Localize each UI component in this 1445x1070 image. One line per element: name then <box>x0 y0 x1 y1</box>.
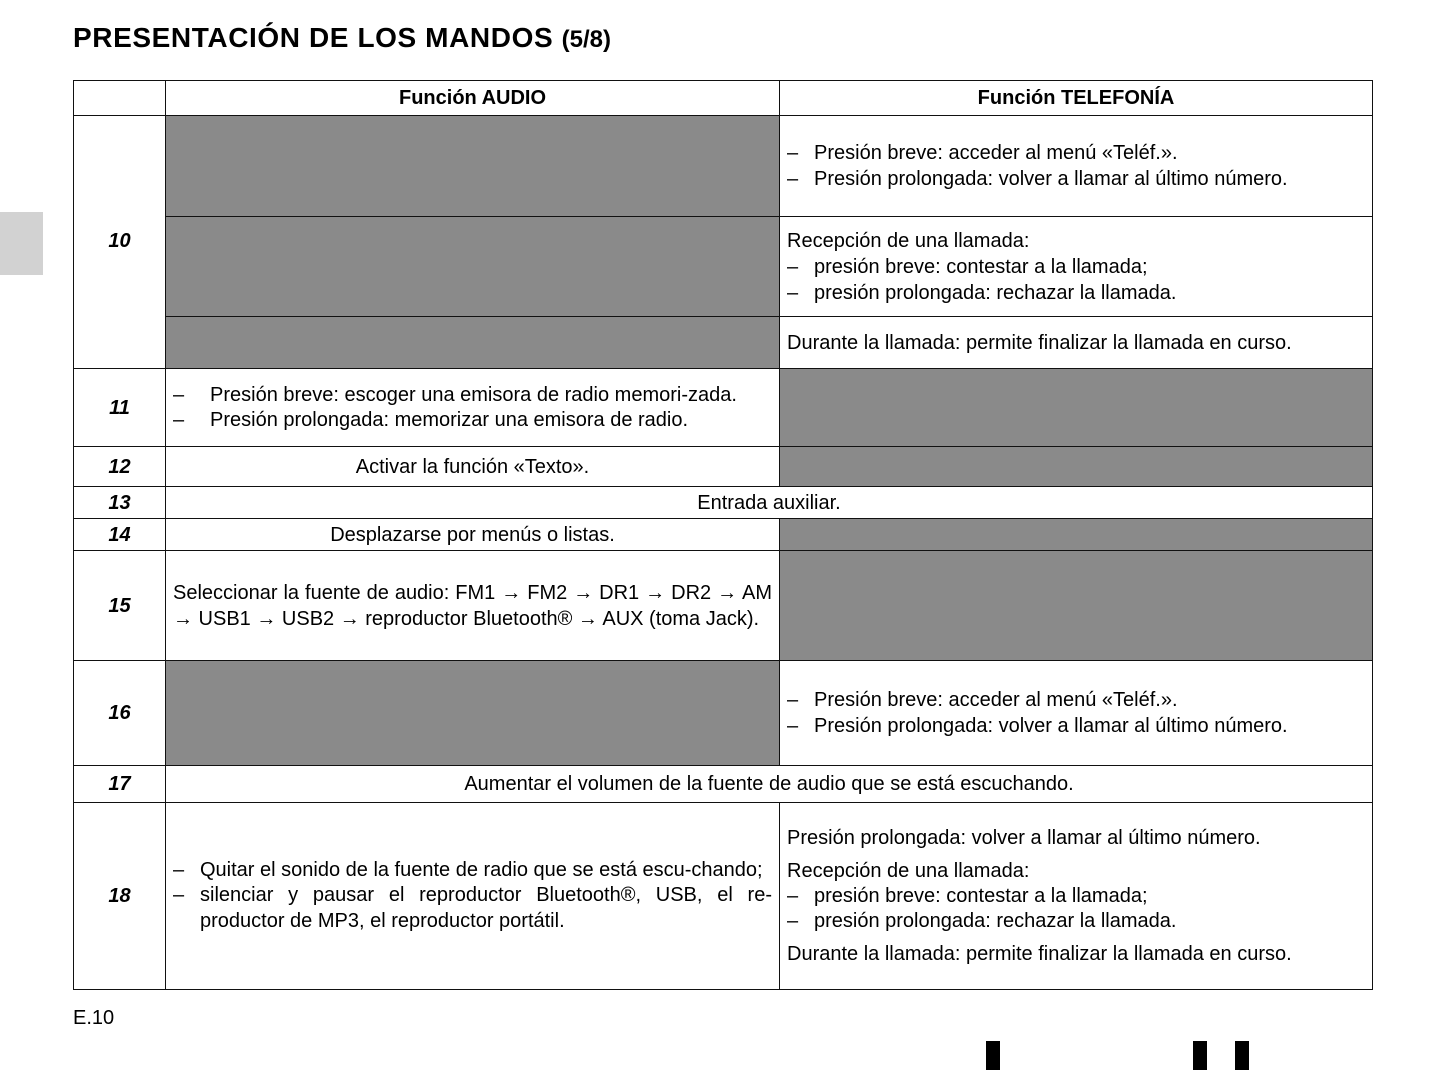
audio-cell-18 <box>165 802 780 990</box>
row-number-label: 13 <box>108 491 131 514</box>
audio-cell-16-unavailable <box>165 660 780 766</box>
row-number-label: 14 <box>108 523 131 546</box>
list-item: – presión breve: contestar a la llamada; <box>787 884 1148 907</box>
list-item: – Presión breve: escoger una emisora de radio memori-zada. <box>173 383 737 406</box>
list-item: – Presión breve: acceder al menú «Teléf.». <box>787 689 1178 711</box>
row-number-12 <box>73 446 166 487</box>
redial-text: Presión prolongada: volver a llamar al último número. <box>787 826 1261 849</box>
telephony-cell-15-unavailable <box>779 550 1373 661</box>
header-audio: Función AUDIO <box>165 80 780 116</box>
telephony-cell-16 <box>779 660 1373 766</box>
audio-cell-10c-unavailable <box>165 316 780 369</box>
row-number-label: 16 <box>108 702 131 724</box>
list-item: – Presión prolongada: volver a llamar al último número. <box>787 715 1288 737</box>
controls-table <box>73 80 1373 990</box>
merged-cell-17: Aumentar el volumen de la fuente de audio que se está escuchando. <box>165 765 1373 803</box>
audio-source-sequence: Seleccionar la fuente de audio: FM1 → FM2 → DR1 → DR2 → AM → USB1 → USB2 → reproductor Bluetooth® → AUX (toma Jack). <box>173 581 772 630</box>
telephony-cell-10a <box>779 115 1373 217</box>
crop-mark <box>1193 1041 1207 1070</box>
telephony-cell-14-unavailable <box>779 518 1373 551</box>
during-call-text: Durante la llamada: permite finalizar la llamada en curso. <box>787 942 1292 965</box>
row-number-16 <box>73 660 166 766</box>
audio-cell-14: Desplazarse por menús o listas. <box>165 518 780 551</box>
header-number <box>73 80 166 116</box>
page-title-counter: (5/8) <box>561 26 611 53</box>
telephony-cell-18 <box>779 802 1373 990</box>
crop-mark <box>1235 1041 1249 1070</box>
telephony-cell-12-unavailable <box>779 446 1373 487</box>
header-telephony: Función TELEFONÍA <box>779 80 1373 116</box>
row-number-label: 17 <box>108 773 131 795</box>
audio-cell-10a-unavailable <box>165 115 780 217</box>
merged-cell-13: Entrada auxiliar. <box>165 486 1373 519</box>
crop-mark <box>986 1041 1000 1070</box>
list-item: – presión prolongada: rechazar la llamada. <box>787 909 1177 932</box>
row-number-14 <box>73 518 166 551</box>
telephony-cell-10b <box>779 216 1373 317</box>
row-number-label: 18 <box>108 885 131 907</box>
call-reception-intro: Recepción de una llamada: <box>787 859 1030 882</box>
list-item: – silenciar y pausar el reproductor Bluetooth®, USB, el re-productor de MP3, el reproductor portátil. <box>173 884 772 932</box>
row-number-17 <box>73 765 166 803</box>
list-item: – Quitar el sonido de la fuente de radio que se está escu-chando; <box>173 858 763 881</box>
telephony-cell-10c <box>779 316 1373 369</box>
row-number-10 <box>73 115 166 369</box>
audio-cell-11 <box>165 368 780 447</box>
row-number-13 <box>73 486 166 519</box>
row-number-label: 15 <box>108 594 131 617</box>
page-title <box>73 22 611 54</box>
row-number-label: 12 <box>108 455 131 478</box>
list-item: – presión prolongada: rechazar la llamada. <box>787 281 1177 304</box>
list-item: – Presión breve: acceder al menú «Teléf.». <box>787 142 1178 164</box>
telephony-cell-11-unavailable <box>779 368 1373 447</box>
audio-cell-15 <box>165 550 780 661</box>
row-number-label: 10 <box>108 230 131 252</box>
row-number-18 <box>73 802 166 990</box>
call-reception-intro: Recepción de una llamada: <box>787 229 1030 252</box>
row-number-11 <box>73 368 166 447</box>
row-number-label: 11 <box>109 396 130 419</box>
page-title-text: PRESENTACIÓN DE LOS MANDOS <box>73 22 554 53</box>
section-tab <box>0 212 43 275</box>
during-call-text: Durante la llamada: permite finalizar la llamada en curso. <box>787 331 1292 354</box>
row-number-15 <box>73 550 166 661</box>
list-item: – presión breve: contestar a la llamada; <box>787 255 1148 278</box>
audio-cell-12: Activar la función «Texto». <box>165 446 780 487</box>
list-item: – Presión prolongada: memorizar una emisora de radio. <box>173 408 689 431</box>
list-item: – Presión prolongada: volver a llamar al último número. <box>787 168 1288 190</box>
audio-cell-10b-unavailable <box>165 216 780 317</box>
page-number: E.10 <box>73 1007 115 1029</box>
